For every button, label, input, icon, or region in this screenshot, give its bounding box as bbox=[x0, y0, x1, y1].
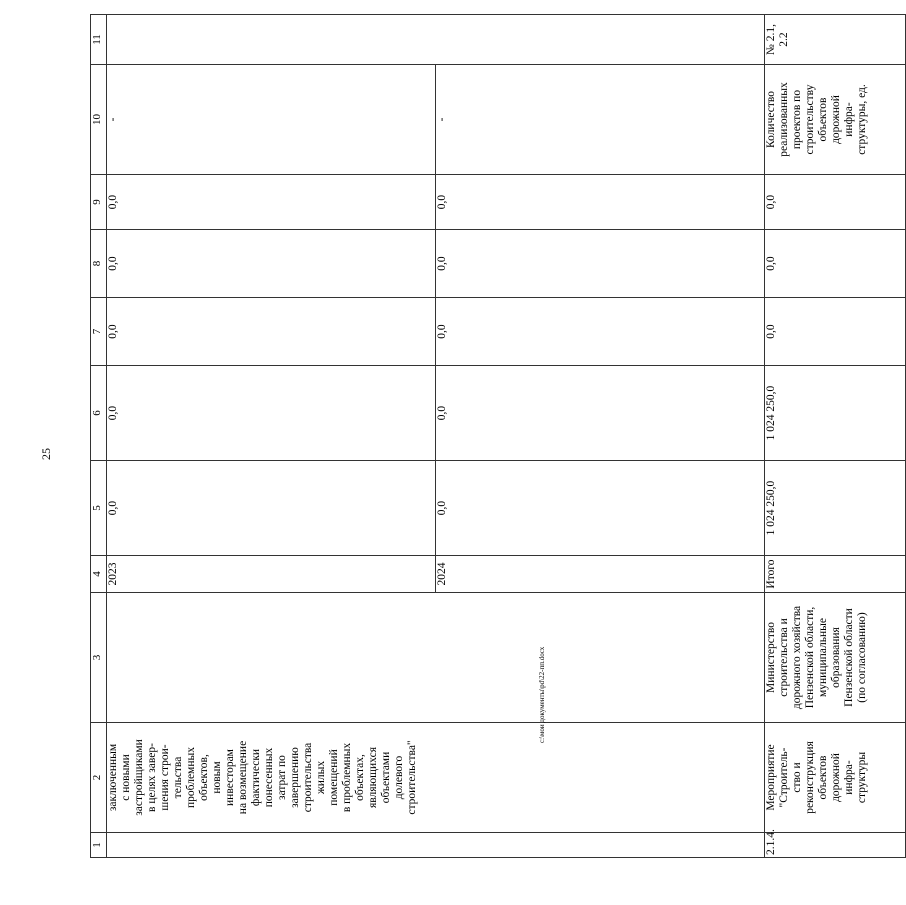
program-measures-table bbox=[90, 14, 906, 858]
col9-cell: 0,0 bbox=[765, 175, 906, 230]
indicator-cell: Количество реализованных проектов по строительству объектов дорожной инфра- структуры, ед. bbox=[765, 65, 906, 175]
table-row-continuation bbox=[107, 15, 765, 858]
col-number: 2 bbox=[91, 723, 107, 833]
col-number: 6 bbox=[91, 366, 107, 461]
col5-cell: 1 024 250,0 bbox=[765, 461, 906, 556]
col6-cell: 0,0 0,0 bbox=[107, 366, 765, 461]
col7-cell: 0,0 0,0 bbox=[107, 298, 765, 366]
row-number-cell: 2.1.4. bbox=[765, 833, 906, 858]
table-row-2-1-4 bbox=[765, 15, 906, 858]
col8-cell: 0,0 0,0 bbox=[107, 230, 765, 298]
year-cell: 2023 2024 bbox=[107, 556, 765, 593]
col8-cell: 0,0 bbox=[765, 230, 906, 298]
col7-cell: 0,0 bbox=[765, 298, 906, 366]
col9-cell: 0,0 0,0 bbox=[107, 175, 765, 230]
indicator-cell: - - bbox=[107, 65, 765, 175]
page-number: 25 bbox=[39, 448, 53, 460]
col-number: 1 bbox=[91, 833, 107, 858]
year-cell: Итого bbox=[765, 556, 906, 593]
col-number: 9 bbox=[91, 175, 107, 230]
col-number: 5 bbox=[91, 461, 107, 556]
measure-description-cell: заключенным с новыми застройщиками в целях завер- шения строи- тельства проблемных объектов, новым инвесторам на возмещение фактически понесенных затрат по завершению строительства жилых помещений в проблемных объектах, являющихся объектами долевого строительства" bbox=[107, 723, 765, 833]
links-cell bbox=[107, 15, 765, 65]
col6-cell: 1 024 250,0 bbox=[765, 366, 906, 461]
responsible-cell bbox=[107, 593, 765, 723]
responsible-cell: Министерство строительства и дорожного хозяйства Пензенской области, муниципальные образования Пензенской области (по согласованию) bbox=[765, 593, 906, 723]
document-file-path: c:\мои документы\pd\22-пп.docx bbox=[538, 646, 546, 743]
column-number-row bbox=[91, 15, 107, 858]
col-number: 4 bbox=[91, 556, 107, 593]
row-number-cell bbox=[107, 833, 765, 858]
col-number: 3 bbox=[91, 593, 107, 723]
rotated-table-page bbox=[90, 15, 868, 858]
col-number: 10 bbox=[91, 65, 107, 175]
measure-description-cell: Мероприятие "Строитель- ство и реконструкция объектов дорожной инфра- структуры bbox=[765, 723, 906, 833]
col-number: 11 bbox=[91, 15, 107, 65]
col-number: 8 bbox=[91, 230, 107, 298]
col5-cell: 0,0 0,0 bbox=[107, 461, 765, 556]
col-number: 7 bbox=[91, 298, 107, 366]
links-cell: № 2.1, 2.2 bbox=[765, 15, 906, 65]
